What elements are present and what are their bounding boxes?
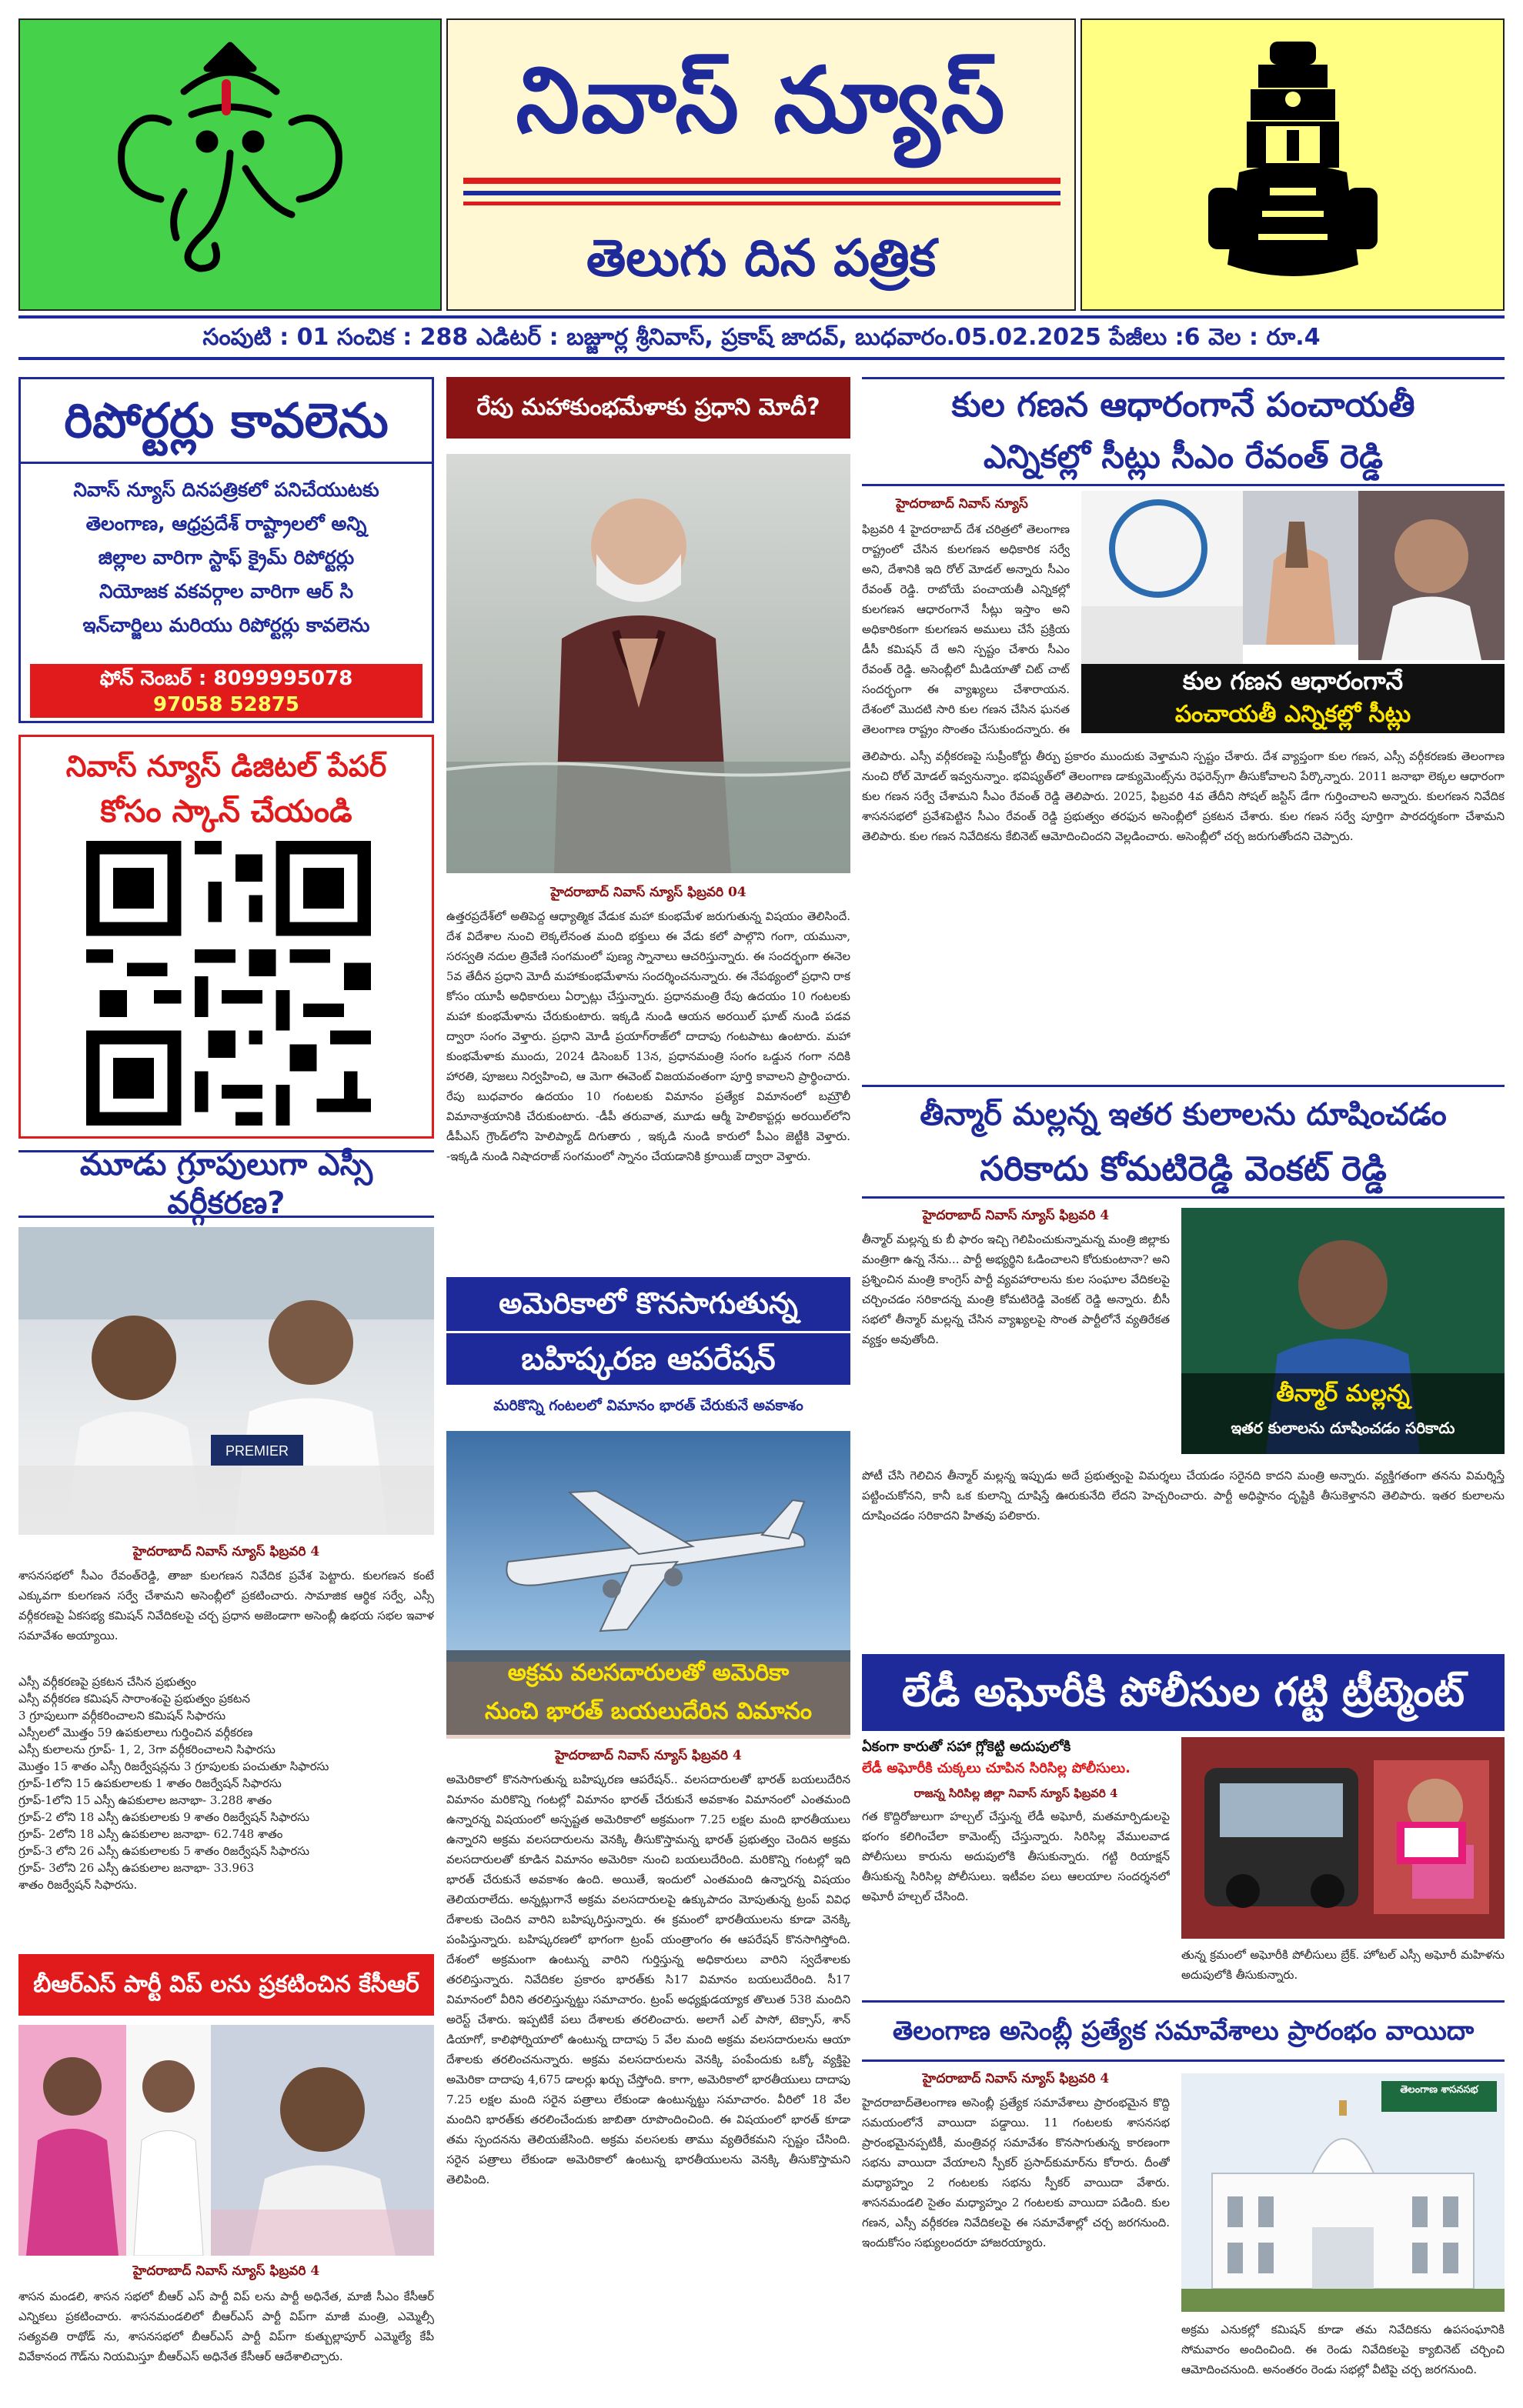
sc-fact: గ్రూప్-1లోని 15 ఎస్సీ ఉపకులాల జనాభా- 3.288 శాతం (18, 1793, 272, 1807)
aghori-photo (1181, 1737, 1505, 1939)
assembly-dateline: హైదరాబాద్ నివాస్ న్యూస్ ఫిబ్రవరి 4 (922, 2071, 1110, 2086)
reporters-ad (18, 377, 434, 723)
sc-fact: గ్రూప్- 2లోని 18 ఎస్సీ ఉపకులాల జనాభా- 62.748 శాతం (18, 1827, 283, 1841)
reporters-ad-line: ఇన్‌చార్జిలు మరియు రిపోర్టర్లు కావలెను (82, 614, 370, 636)
sc-fact: గ్రూప్-2 లోని 18 ఎస్సీ ఉపకులాలకు 9 శాతం రిజర్వేషన్ సిఫారసు (18, 1810, 310, 1824)
phone-number-2: 97058 52875 (153, 693, 299, 716)
mallanna-photo-caption (1181, 1377, 1505, 1445)
newspaper-subtitle: తెలుగు దిన పత్రిక (586, 228, 937, 288)
reporters-ad-line: జిల్లాల వారిగా స్టాఫ్ క్రైమ్ రిపోర్టర్లు (98, 546, 355, 569)
ganesha-icon (92, 38, 369, 292)
phone-box (30, 664, 422, 718)
brs-headline: బీఆర్ఎస్ పార్టీ విప్ లను ప్రకటించిన కేసీఆర్ (18, 1954, 434, 2016)
sc-fact: మొత్తం 15 శాతం ఎస్సీ రిజర్వేషన్లను 3 గ్రూపులకు పంచుతూ సిఫారసు (18, 1759, 329, 1773)
sc-fact: శాతం రిజర్వేషన్ సిఫారసు. (18, 1878, 138, 1892)
brs-body: శాసన మండలి, శాసన సభలో బీఆర్ ఎస్ పార్టీ విప్ లను పార్టీ అధినేత, మాజీ సీఎం కేసీఆర్ ఎన్నికలు ప్రకటించారు. శాసనమండలిలో బీఆర్ఎస్ పార్టీ విప్‌గా మాజీ మంత్రి, ఎమ్మెల్సీ సత్యవతి రాథోడ్ ను, శాసనసభలో బీఆర్ఎస్ పార్టీ విప్‌గా కుత్బుల్లాపూర్ ఎమ్మెల్యే కేపీ వివేకానంద గౌడ్‌ను నియమిస్తూ బీఆర్ఎస్ అధినేత కేసీఆర్ ఆదేశాలిచ్చారు. (18, 2290, 434, 2363)
us-subheadline: మరికొన్ని గంటలలో విమానం భారత్ చేరుకునే అవకాశం (493, 1397, 803, 1415)
caste-headline-2: ఎన్నికల్లో సీట్లు సీఎం రేవంత్ రెడ్డి (862, 431, 1505, 486)
caste-dateline: హైదరాబాద్ నివాస్ న్యూస్ (896, 496, 1028, 512)
sc-dateline: హైదరాబాద్ నివాస్ న్యూస్ ఫిబ్రవరి 4 (132, 1544, 320, 1559)
caste-photo (1081, 491, 1505, 733)
sc-fact: ఎస్సీ వర్గీకరణ కమిషన్ సారాంశంపై ప్రభుత్వం ప్రకటన (18, 1692, 250, 1706)
reporters-ad-body (21, 464, 432, 642)
caste-photo-caption (1081, 662, 1505, 733)
mallanna-body-2: పోటీ చేసి గెలిచిన తీన్మార్ మల్లన్న ఇప్పుడు అదే ప్రభుత్వంపై విమర్శలు చేయడం సరైనది కాదని మంత్రి అన్నారు. వ్యక్తిగతంగా తనను విమర్శిస్తే పట్టించుకోనని, కానీ ఒక కులాన్ని దూషిస్తే ఊరుకునేది లేదని హెచ్చరించారు. పార్టీ అధిష్ఠానం దృష్టికి తీసుకెళ్తానని తెలిపారు. ఇతర కులాలను దూషించడం సరికాదని హితవు పలికారు. (862, 1469, 1505, 1523)
aghori-subhead-2: లేడీ అఘోరీకి చుక్కలు చూపిన సిరిసిల్ల పోలీసులు. (862, 1760, 1131, 1776)
us-headline-2: బహిష్కరణ ఆపరేషన్ (446, 1331, 850, 1385)
reporters-ad-line: నియోజక వకవర్గాల వారిగా ఆర్ సి (99, 580, 353, 602)
modi-dateline: హైదరాబాద్ నివాస్ న్యూస్ ఫిబ్రవరి 04 (550, 885, 746, 900)
us-headline-box (446, 1277, 850, 1385)
modi-headline: రేపు మహాకుంభమేళాకు ప్రధాని మోదీ? (446, 377, 850, 439)
phone-number-1: ఫోన్ నెంబర్ : 8099995078 (99, 667, 353, 690)
masthead-info-bar (18, 315, 1505, 360)
edition-info: సంపుటి : 01 సంచిక : 288 ఎడిటర్ : బజ్జూర్ల శ్రీనివాస్, ప్రకాష్ జాదవ్, బుధవారం.05.02.2025 పేజీలు :6 వెల : రూ.4 (202, 324, 1321, 352)
us-story (446, 1277, 850, 2393)
assembly-side: అక్రమ ఎనుకల్లో కమిషన్ కూడా తమ నివేదికను ఉపసంఘానికి సోమవారం అందించింది. ఈ రెండు నివేదికలపై క్యాబినెట్ చర్చించి ఆమోదించనుంది. అనంతరం రెండు సభల్లో వీటిపై చర్చ జరగనుంది. (1181, 2323, 1505, 2376)
caste-photo-caption-2: పంచాయతీ ఎన్నికల్లో సీట్లు (1174, 701, 1411, 728)
us-dateline: హైదరాబాద్ నివాస్ న్యూస్ ఫిబ్రవరి 4 (555, 1748, 742, 1763)
balaji-logo-panel (1080, 18, 1505, 311)
assembly-story (862, 2000, 1505, 2393)
sc-fact: ఎస్సీలలో మొత్తం 59 ఉపకులాలు గుర్తించిన వర్గీకరణ (18, 1726, 253, 1739)
mallanna-headline-2: సరికాదు కోమటిరెడ్డి వెంకట్ రెడ్డి (862, 1142, 1505, 1199)
us-photo-caption-1: అక్రమ వలసదారులతో అమెరికా (507, 1659, 790, 1686)
reporters-ad-line: నివాస్ న్యూస్ దినపత్రికలో పనిచేయుటకు (73, 479, 379, 501)
assembly-headline: తెలంగాణ అసెంబ్లీ ప్రత్యేక సమావేశాలు ప్రారంభం వాయిదా (862, 2000, 1505, 2062)
mallanna-dateline: హైదరాబాద్ నివాస్ న్యూస్ ఫిబ్రవరి 4 (922, 1208, 1110, 1223)
aghori-body-2: తున్న క్రమంలో అఘోరీకి పోలీసులు బ్రేక్. హోటల్ ఎస్సీ అఘోరీ మహిళను అదుపులోకి తీసుకున్నారు. (1181, 1948, 1505, 1982)
us-photo-caption-2: నుంచి భారత్ బయలుదేరిన విమానం (484, 1698, 813, 1725)
sc-fact: గ్రూప్- 3లోని 26 ఎస్సీ ఉపకులాల జనాభా- 33.963 (18, 1861, 255, 1875)
masthead-title-panel (446, 18, 1076, 311)
sc-story (18, 1147, 434, 1919)
modi-story (446, 377, 850, 1246)
masthead-rule-red (463, 178, 1060, 184)
reporters-ad-heading: రిపోర్టర్లు కావలెను (21, 379, 432, 464)
caste-photo-caption-1: కుల గణన ఆధారంగానే (1182, 666, 1404, 695)
aghori-subhead-1: ఏకంగా కారుతో సహా గ్లోకెట్టి అదుపులోకి (862, 1739, 1071, 1755)
brs-dateline: హైదరాబాద్ నివాస్ న్యూస్ ఫిబ్రవరి 4 (132, 2263, 320, 2279)
mallanna-body-1: తీన్మార్ మల్లన్న కు బీ ఫారం ఇచ్చి గెలిపించుకున్నామన్న మంత్రి జిల్లాకు మంత్రిగా ఉన్న నేను... పార్టీ అభ్యర్థిని ఓడించాలని కోరుకుంటానా? అని ప్రశ్నించిన మంత్రి కాంగ్రెస్ పార్టీ వ్యవహారాలను కుల సంఘాల వేదికలపై చర్చించడం సరికాదన్న మంత్రి కోమటిరెడ్డి వెంకట్ రెడ్డి అన్నారు. బీసీ సభలో తీన్మార్ మల్లన్న చేసిన వ్యాఖ్యలపై సొంత పార్టీలోనే వ్యతిరేకత వ్యక్తం అవుతోంది. (862, 1232, 1170, 1346)
digital-ad-line-1: నివాస్ న్యూస్ డిజిటల్ పేపర్ (65, 749, 387, 784)
aghori-dateline: రాజన్న సిరిసిల్ల జిల్లా నివాస్ న్యూస్ ఫిబ్రవరి 4 (913, 1786, 1118, 1800)
caste-body-1: ఫిబ్రవరి 4 హైదరాబాద్ దేశ చరిత్రలో తెలంగాణ రాష్ట్రంలో చేసిన కులగణన అధికారిక సర్వే అని, దేశానికి ఇది రోల్ మోడల్ అన్నారు సీఎం రేవంత్ రెడ్డి. రాబోయే పంచాయతీ ఎన్నికల్లో కులగణన ఆధారంగానే సీట్లు ఇస్తాం అని అధికారికంగా కులగణన అములు చేసే ప్రక్రియ డీసీ కమిషన్ దే అని స్పష్టం చేశారు సీఎం రేవంత్ రెడ్డి. అసెంబ్లీలో మీడియాతో చిట్ చాట్ సందర్భంగా ఈ వ్యాఖ్యలు చేశారాయన. దేశంలో మొదటి సారి కుల గణన చేసిన ఘనత తెలంగాణ రాష్ట్రం సొంతం చేసుకుందన్నారు. ఈ (862, 522, 1070, 736)
sc-headline: మూడు గ్రూపులుగా ఎస్సీ వర్గీకరణ? (18, 1150, 434, 1218)
sc-fact: గ్రూప్-3 లోని 26 ఎస్సీ ఉపకులాలకు 5 శాతం రిజర్వేషన్ సిఫారసు (18, 1844, 310, 1858)
us-photo-caption (446, 1650, 850, 1735)
sc-fact: గ్రూప్-1లోని 15 ఉపకులాలకు 1 శాతం రిజర్వేషన్ సిఫారసు (18, 1776, 282, 1790)
sc-fact: ఎస్సీ వర్గీకరణపై ప్రకటన చేసిన ప్రభుత్వం (18, 1675, 196, 1689)
modi-photo (446, 454, 850, 873)
modi-body: ఉత్తరప్రదేశ్‌లో అతిపెద్ద ఆధ్యాత్మిక వేడుక మహా కుంభమేళ జరుగుతున్న విషయం తెలిసిందే. దేశ విదేశాల నుంచి లెక్కలేనంత మంది భక్తులు ఈ వేడు కలో పాల్గొని గంగా, యమునా, సరస్వతి నదుల త్రివేణి సంగమంలో పుణ్య స్నానాలు ఆచరిస్తున్నారు. ఈ సందర్భంగా ఈనెల 5వ తేదీన ప్రధాని మోదీ మహాకుంభమేళాను సందర్శించనున్నారు. ఈ నేపథ్యంలో ప్రధాని రాక కోసం యూపీ అధికారులు ఏర్పాట్లు చేస్తున్నారు. ప్రధానమంత్రి రేపు ఉదయం 10 గంటలకు మహా కుంభమేళాను చేరుకుంటారు. ఇక్కడి నుండి ఆయన అరయిల్ ఘాట్ నుండి పడవ ద్వారా సంగం వెళ్తారు. ప్రధాని మోడీ ప్రయాగ్‌రాజ్‌లో దాదాపు గంటపాటు ఉంటారు. మహా కుంభమేళాకు ముందు, 2024 డిసెంబర్ 13న, ప్రధానమంత్రి సంగం ఒడ్డున గంగా నదికి హారతి, పూజలు నిర్వహించి, ఆ మెగా ఈవెంట్ విజయవంతంగా పూర్తి కావాలని ప్రార్థించారు. రేపు బుధవారం ఉదయం 10 గంటలకు విమానం ప్రత్యేక విమానంలో బమ్రౌలీ విమానాశ్రయానికి చేరుకుంటారు. -డీపీ తరువాత, మూడు ఆర్మీ హెలికాప్టర్లు అరయిల్‌లోని డీపీఎస్ గ్రౌండ్‌లోని హెలిప్యాడ్ దిగుతారు , ఇక్కడి నుండి కారులో పీఎం జెట్టీకి వెళ్తారు. -ఇక్కడి నుండి నిషాదరాజ్ సంగమంలో స్నానం చేయడానికి క్రూయిజ్ ద్వారా వెళ్తారు. (446, 909, 850, 1163)
sc-body: శాసనసభలో సీఎం రేవంత్‌రెడ్డి, తాజా కులగణన నివేదిక ప్రవేశ పెట్టారు. కులగణన కంటే ఎక్కువగా కులగణన సర్వే చేశామని అసెంబ్లీలో ప్రకటించారు. సామాజిక ఆర్థిక సర్వే, ఎస్సీ వర్గీకరణపై ఏకసభ్య కమిషన్ నివేదికలపై చర్చ ప్రధాన అజెండాగా అసెంబ్లీ ఉభయ సభల ఇవాళ సమావేశం అయ్యాయి. (18, 1569, 434, 1643)
mallanna-story (862, 1085, 1505, 1639)
digital-ad-line-2: కోసం స్కాన్ చేయండి (100, 794, 352, 829)
aghori-story (862, 1654, 1505, 1993)
mallanna-photo (1181, 1208, 1505, 1454)
mallanna-photo-caption-2: ఇతర కులాలను దూషించడం సరికాదు (1231, 1419, 1455, 1437)
brs-story (18, 1954, 434, 2393)
sc-photo-label: PREMIER (225, 1443, 289, 1459)
qr-code[interactable] (67, 841, 390, 1126)
caste-story (862, 377, 1505, 1146)
sc-photo (18, 1227, 434, 1535)
sc-fact: 3 గ్రూపులుగా వర్గీకరించాలని కమిషన్ సిఫారసు (18, 1709, 226, 1723)
mallanna-photo-caption-1: తీన్మార్ మల్లన్న (1276, 1380, 1410, 1407)
us-headline-1: అమెరికాలో కొనసాగుతున్న (446, 1277, 850, 1331)
caste-body-2: తెలిపారు. ఎస్సీ వర్గీకరణపై సుప్రీంకోర్టు తీర్పు ప్రకారం ముందుకు వెళ్తామని స్పష్టం చేశారు. దేశ వ్యాప్తంగా కుల గణన, ఎస్సీ వర్గీకరణకు తెలంగాణ నుంచి రోల్ మోడల్ ఇవ్వనున్నాం. భవిష్యత్‌లో తెలంగాణ డాక్యుమెంట్స్‌ను రెఫరెన్స్‌గా తీసుకోవాలని పేర్కొన్నారు. 2011 జనాభా లెక్కల ఆధారంగా కుల గణన సర్వే చేశామని సీఎం రేవంత్ రెడ్డి తెలిపారు. 2025, ఫిబ్రవరి 4వ తేదీని సోషల్ జస్టిస్ డేగా గుర్తించాలని అన్నారు. కులగణన నివేదిక శాసనసభలో ప్రవేశపెట్టిన సీఎం రేవంత్ రెడ్డి ప్రభుత్వం తరఫున అసెంబ్లీలో ప్రకటన చేశారు. కుల గణన సర్వే పూర్తిగా పారదర్శకంగా చేశామని తెలిపారు. కుల గణన నివేదికను కేబినెట్ ఆమోదించిందని వెల్లడించారు. అసెంబ్లీలో చర్చ జరుగుతోందని చెప్పారు. (862, 749, 1505, 843)
brs-photo (18, 2025, 434, 2256)
sc-fact: ఎస్సీ కులాలను గ్రూప్- 1, 2, 3గా వర్గీకరించాలని సిఫారసు (18, 1743, 276, 1756)
sc-facts-list (18, 1673, 434, 1893)
reporters-ad-line: తెలంగాణ, ఆధ్రప్రదేశ్ రాష్ట్రాలలో అన్ని (85, 512, 367, 535)
assembly-photo (1181, 2073, 1505, 2312)
assembly-photo-sign: తెలంగాణ శాసనసభ (1400, 2084, 1478, 2096)
masthead-rule-red-2 (463, 202, 1060, 205)
masthead-rule-blue (463, 191, 1060, 195)
mallanna-headline-1: తీన్మార్ మల్లన్న ఇతర కులాలను దూషించడం (862, 1085, 1505, 1142)
aghori-headline: లేడీ అఘోరీకి పోలీసుల గట్టి ట్రీట్మెంట్ (862, 1654, 1505, 1731)
aghori-body: గత కొద్దిరోజులుగా హల్చల్ చేస్తున్న లేడీ అఘోరీ, మతమార్పిడులపై భంగం కలిగించేలా కామెంట్స్ చేస్తున్నారు. సిరిసిల్ల వేములవాడ పోలీసులు కారును అదుపులోకి తీసుకున్నారు. గట్టి రియాక్షన్ తీసుకున్న సిరిసిల్ల పోలీసులు. ఇటీవల పలు ఆలయాల సందర్శనలో అఘోరీ హల్చల్ చేసింది. (862, 1809, 1170, 1903)
us-body: అమెరికాలో కొనసాగుతున్న బహిష్కరణ ఆపరేషన్.. వలసదారులతో భారత్ బయలుదేరిన విమానం మరికొన్ని గంటల్లో విమానం భారత్ చేరుకునే అవకాశం విమానంలో ఎంతమంది ఉన్నారన్న విషయంలో అస్పష్టత అమెరికాలో అక్రమంగా 7.25 లక్షల మంది భారతీయులు ఉన్నారని అక్రమ వలసదారులను వెనక్కి తీసుకొస్తామన్న భారత్ ప్రభుత్వం చెందిన అక్రమ వలసదారులతో కూడిన విమానం అమెరికా నుంచి బయలుదేరింది. మరికొన్ని గంటల్లో ఇది భారత్ చేరుకునే అవకాశం ఉంది. అయితే, ఇందులో ఎంతమంది ఉన్నారన్న విషయం తెలియరాలేదు. అన్నట్లుగానే అక్రమ వలసదారులపై ఉక్కుపాదం మోపుతున్న ట్రంప్ వివిధ దేశాలకు చెందిన వారిని బహిష్కరిస్తున్నారు. ఈ క్రమంలో భారతీయులను కూడా వెనక్కి పంపిస్తున్నారు. బహిష్కరణలో భాగంగా ట్రంప్ యంత్రాంగం ఈ ఆపరేషన్ కొనసాగిస్తోంది. దేశంలో అక్రమంగా ఉంటున్న వారిని గుర్తిస్తున్న అధికారులు వారిని స్వదేశాలకు తరలిస్తున్నారు. నివేదికల ప్రకారం భారత్‌కు సి17 విమానం బయలుదేరింది. సీ17 విమానంలో వీరిని తరలిస్తున్నట్టు సమాచారం. ట్రంప్ అధ్యక్షుడయ్యాక తొలుత 538 మందిని అరెస్ట్ చేశారు. ఇప్పటికే పలు దేశాలకు తరలించారు. అలాగే ఎల్ పాసో, టెక్సాస్, శాన్ డియాగో, కాలిఫోర్నియాలో ఉంటున్న దాదాపు 5 వేల మంది అక్రమ వలసదారులను ఆయా దేశాలకు తరలించనున్నారు. అక్రమ వలసదారులను వెనక్కి పంపేందుకు ఒక్కో వ్యక్తిపై అమెరికా దాదాపు 4,675 డాలర్లు ఖర్చు చేస్తోంది. కాగా, అమెరికాలో భారతీయులు దాదాపు 7.25 లక్షల మంది సరైన పత్రాలు లేకుండా ఉంటున్నట్టు సమాచారం. వీరిలో 18 వేల మందిని భారత్‌కు తరలించేందుకు జాబితా రూపొందించింది. ఈ విషయంలో భారత్ కూడా తమ స్పందనను తెలియజేసింది. అక్రమ వలసలకు తాము వ్యతిరేకమని స్పష్టం చేసింది. సరైన పత్రాలు లేకుండా అమెరికాలో ఉంటున్న భారతీయులను వెనక్కి తీసుకొస్తామని తెలిపింది. (446, 1773, 850, 2186)
assembly-body: హైదరాబాద్‌తెలంగాణ అసెంబ్లీ ప్రత్యేక సమావేశాలు ప్రారంభమైన కొద్ది సమయంలోనే వాయిదా పడ్డాయి. 11 గంటలకు శాసనసభ ప్రారంభమైనప్పటికీ, మంత్రివర్గ సమావేశం కొనసాగుతున్న కారణంగా సభను వాయిదా వేయాలని స్పీకర్ ప్రసాద్‌కుమార్‌ను కోరారు. దీంతో మధ్యాహ్నం 2 గంటలకు సభను స్పీకర్ వాయిదా వేశారు. శాసనమండలి సైతం మధ్యాహ్నం 2 గంటలకు వాయిదా పడింది. కుల గణన, ఎస్సీ వర్గీకరణ నివేదికలపై ఈ సమావేశాల్లో చర్చ జరగనుంది. ఇందుకోసం సభ్యులందరూ హాజరయ్యారు. (862, 2096, 1170, 2250)
balaji-icon (1193, 34, 1393, 295)
digital-paper-ad (18, 735, 434, 1139)
us-photo (446, 1431, 850, 1739)
caste-headline-1: కుల గణన ఆధారంగానే పంచాయతీ (862, 377, 1505, 431)
newspaper-title: నివాస్ న్యూస్ (516, 47, 1007, 154)
ganesha-logo-panel (18, 18, 442, 311)
